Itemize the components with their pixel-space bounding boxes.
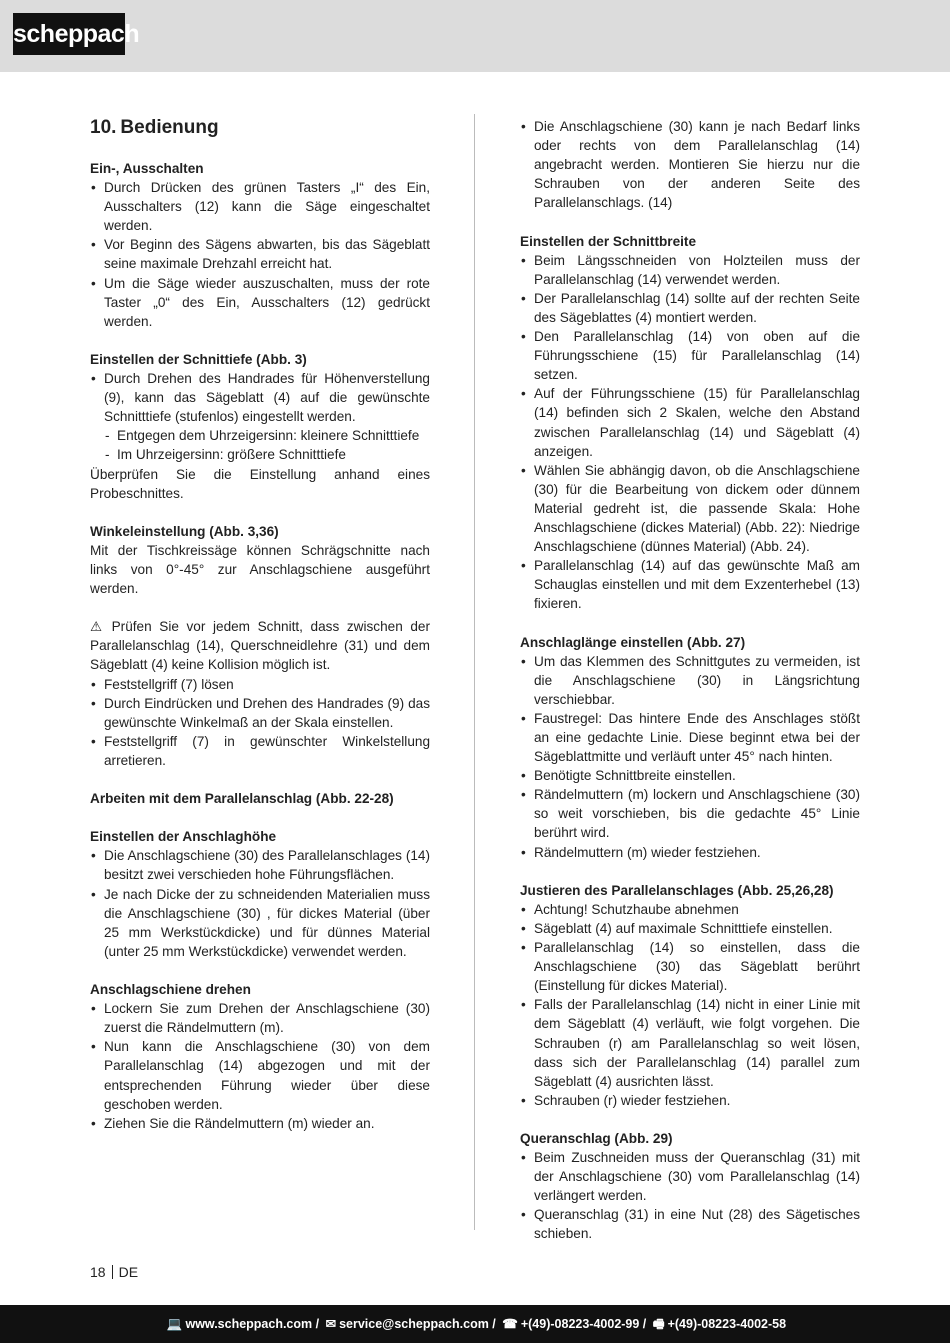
warning-icon: ⚠	[90, 619, 103, 635]
page-number-separator	[112, 1265, 113, 1279]
list-item: • Benötigte Schnittbreite einstellen.	[520, 766, 860, 785]
heading-onoff: Ein-, Ausschalten	[90, 161, 204, 176]
page-language: DE	[118, 1264, 139, 1280]
list-item: • Faustregel: Das hintere Ende des Anschlages stößt an eine gedachte Linie. Diese beginnt etwa bei der Sägeblattmitte und verläuft unter 45° nach hinten.	[520, 709, 860, 766]
section-title-text: Bedienung	[120, 117, 219, 138]
sub-list-item: - Entgegen dem Uhrzeigersinn: kleinere Schnitttiefe	[90, 426, 430, 445]
heading-turn: Anschlagschiene drehen	[90, 982, 251, 998]
list-item: • Lockern Sie zum Drehen der Anschlagschiene (30) zuerst die Rändelmuttern (m).	[90, 999, 430, 1037]
page-number-value: 18	[90, 1264, 106, 1280]
scheppach-logo: scheppach	[13, 13, 125, 55]
list-item: • Um das Klemmen des Schnittgutes zu vermeiden, ist die Anschlagschiene (30) in Längsrichtung verschiebbar.	[520, 652, 860, 709]
list-height	[90, 846, 430, 961]
list-item: • Queranschlag (31) in eine Nut (28) des Sägetisches schieben.	[520, 1205, 860, 1243]
list-item: • Rändelmuttern (m) wieder festziehen.	[520, 843, 860, 862]
list-item: • Die Anschlagschiene (30) des Parallelanschlages (14) besitzt zwei verschieden hohe Führungsflächen.	[90, 846, 430, 884]
section-number: 10.	[90, 117, 117, 138]
footer-email: service@scheppach.com /	[339, 1317, 496, 1331]
mail-icon: ✉	[325, 1317, 337, 1331]
list-top	[520, 117, 860, 212]
list-item: • Sägeblatt (4) auf maximale Schnitttiefe einstellen.	[520, 919, 860, 938]
page-number	[90, 1264, 138, 1280]
list-item: • Auf der Führungsschiene (15) für Parallelanschlag (14) befinden sich 2 Skalen, welche den Abstand zwischen Parallelanschlag (14) und Sägeblatt (4) anzeigen.	[520, 384, 860, 460]
list-item: • Durch Eindrücken und Drehen des Handrades (9) das gewünschte Winkelmaß an der Skala einstellen.	[90, 694, 430, 732]
heading-width: Einstellen der Schnittbreite	[520, 233, 697, 249]
heading-depth: Einstellen der Schnittiefe (Abb. 3)	[90, 351, 307, 367]
list-item: • Den Parallelanschlag (14) von oben auf die Führungsschiene (15) für Parallelanschlag (14) setzen.	[520, 327, 860, 384]
heading-cross: Queranschlag (Abb. 29)	[520, 1130, 673, 1146]
footer-website: www.scheppach.com /	[185, 1317, 320, 1331]
list-turn	[90, 999, 430, 1133]
list-width	[520, 251, 860, 614]
list-item: • Parallelanschlag (14) so einstellen, dass die Anschlagschiene (30) das Sägeblatt berührt (Einstellung für dickes Material).	[520, 938, 860, 995]
right-column	[520, 117, 860, 1244]
list-item: • Beim Zuschneiden muss der Queranschlag (31) mit der Anschlagschiene (30) vom Parallelanschlag (14) verlängert werden.	[520, 1148, 860, 1205]
list-item: • Feststellgriff (7) lösen	[90, 675, 430, 694]
page-header	[0, 0, 950, 72]
phone-icon: ☎	[502, 1317, 518, 1331]
list-item: • Parallelanschlag (14) auf das gewünschte Maß am Schauglas einstellen und mit dem Exzenterhebel (13) fixieren.	[520, 556, 860, 613]
list-length	[520, 652, 860, 862]
list-item: • Durch Drehen des Handrades für Höhenverstellung (9), kann das Sägeblatt (4) auf die gewünschte Schnitttiefe (stufenlos) eingestellt werden.	[90, 369, 430, 426]
list-item: • Rändelmuttern (m) lockern und Anschlagschiene (30) so weit vorschieben, bis die gedachte 45° Linie berührt wird.	[520, 785, 860, 842]
list-item: • Beim Längsschneiden von Holzteilen muss der Parallelanschlag (14) verwendet werden.	[520, 251, 860, 289]
warning-paragraph	[90, 617, 430, 674]
list-item: • Die Anschlagschiene (30) kann je nach Bedarf links oder rechts von dem Parallelanschlag (14) angebracht werden. Montieren Sie hierzu nur die Schrauben von der anderen Seite des Parallelanschlags. (14)	[520, 117, 860, 212]
footer-phone: +(49)-08223-4002-99 /	[520, 1317, 647, 1331]
heading-adjust: Justieren des Parallelanschlages (Abb. 25,26,28)	[520, 882, 834, 898]
list-item: • Um die Säge wieder auszuschalten, muss der rote Taster „0“ des Ein, Ausschalters (12) gedrückt werden.	[90, 274, 430, 331]
list-cross	[520, 1148, 860, 1243]
list-angle-steps	[90, 675, 430, 770]
page-footer	[0, 1305, 950, 1343]
list-item: • Vor Beginn des Sägens abwarten, bis das Sägeblatt seine maximale Drehzahl erreicht hat.	[90, 235, 430, 273]
angle-text: Mit der Tischkreissäge können Schrägschnitte nach links von 0°-45° zur Anschlagschiene ausgeführt werden.	[90, 542, 430, 597]
fax-icon: 🖷	[652, 1317, 665, 1331]
list-depth	[90, 369, 430, 464]
sub-list-item: - Im Uhrzeigersinn: größere Schnitttiefe	[90, 445, 430, 464]
list-item: • Nun kann die Anschlagschiene (30) von dem Parallelanschlag (14) abgezogen und mit der entsprechenden Führung wieder über diese geschoben werden.	[90, 1037, 430, 1113]
warning-text: Prüfen Sie vor jedem Schnitt, dass zwischen der Parallelanschlag (14), Querschneidlehre (31) und dem Sägeblatt (4) keine Kollision möglich ist.	[90, 619, 430, 673]
list-item: • Je nach Dicke der zu schneidenden Materialien muss die Anschlagschiene (30) , für dickes Material (über 25 mm Werkstückdicke) und für dünnes Material (unter 25 mm Werkstückdicke) verwendet werden.	[90, 885, 430, 961]
list-onoff	[90, 178, 430, 331]
list-item: • Ziehen Sie die Rändelmuttern (m) wieder an.	[90, 1114, 430, 1133]
list-item: • Durch Drücken des grünen Tasters „I“ des Ein, Ausschalters (12) kann die Säge eingeschaltet werden.	[90, 178, 430, 235]
footer-fax: +(49)-08223-4002-58	[667, 1317, 787, 1331]
computer-icon: 💻	[166, 1317, 183, 1331]
section-title	[90, 117, 430, 139]
heading-length: Anschlaglänge einstellen (Abb. 27)	[520, 634, 746, 650]
heading-height: Einstellen der Anschlaghöhe	[90, 829, 277, 845]
column-divider	[474, 114, 475, 1230]
list-item: • Der Parallelanschlag (14) sollte auf der rechten Seite des Sägeblattes (4) montiert werden.	[520, 289, 860, 327]
left-column	[90, 117, 430, 1133]
list-item: • Schrauben (r) wieder festziehen.	[520, 1091, 860, 1110]
list-item: • Falls der Parallelanschlag (14) nicht in einer Linie mit dem Sägeblatt (4) verläuft, wie folgt vorgehen. Die Schrauben (r) am Parallelanschlag so weit lösen, dass sich der Parallelanschlag (14) parallel zum Sägeblatt (4) ausrichten lässt.	[520, 995, 860, 1090]
heading-parallel: Arbeiten mit dem Parallelanschlag (Abb. 22-28)	[90, 791, 394, 807]
list-item: • Feststellgriff (7) in gewünschter Winkelstellung arretieren.	[90, 732, 430, 770]
list-item: • Wählen Sie abhängig davon, ob die Anschlagschiene (30) für die Bearbeitung von dickem oder dünnem Material gedreht ist, die passende Skala: Hohe Anschlagschiene (dickes Material) (Abb. 22): Niedrige Anschlagschiene (dünnes Material) (Abb. 24).	[520, 461, 860, 556]
heading-angle: Winkeleinstellung (Abb. 3,36)	[90, 523, 279, 539]
list-adjust	[520, 900, 860, 1110]
depth-note: Überprüfen Sie die Einstellung anhand eines Probeschnittes.	[90, 466, 430, 501]
list-item: • Achtung! Schutzhaube abnehmen	[520, 900, 860, 919]
